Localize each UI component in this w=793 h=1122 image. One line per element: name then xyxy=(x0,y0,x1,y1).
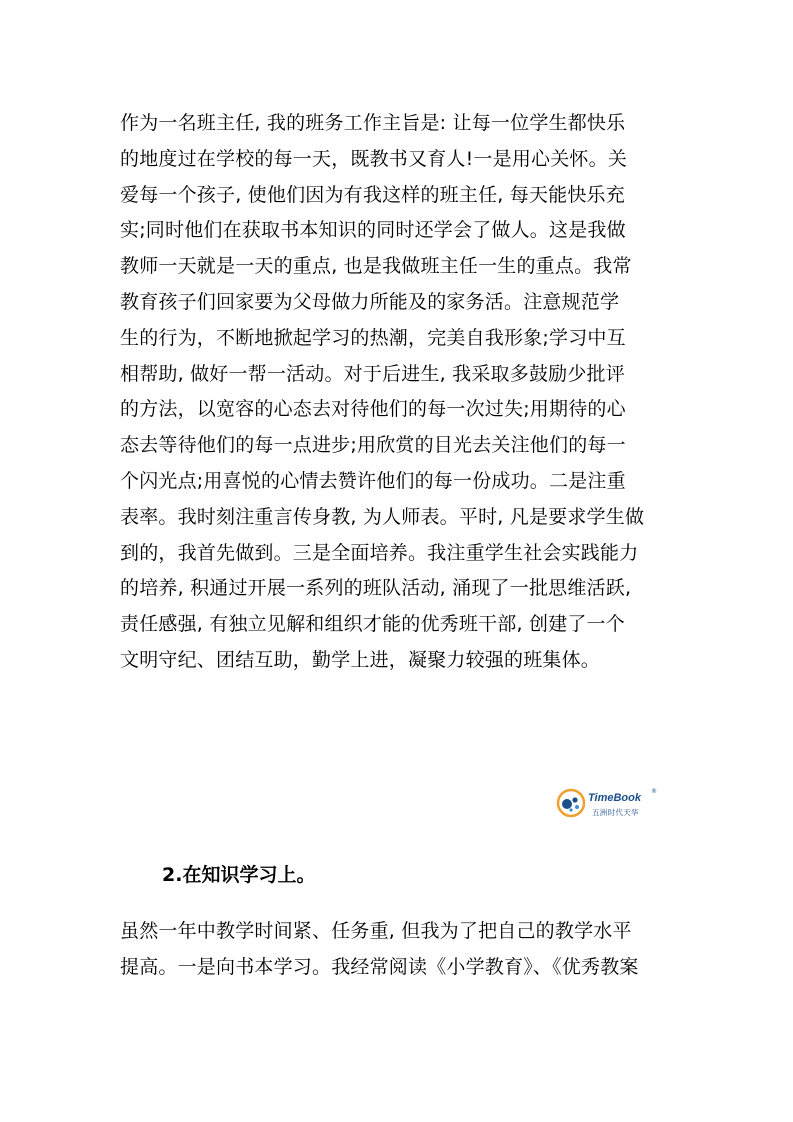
section-heading: 2.在知识学习上。 xyxy=(162,864,316,886)
text-line: 相帮助, 做好一帮一活动。对于后进生, 我采取多鼓励少批评 xyxy=(120,362,625,385)
text-line: 的地度过在学校的每一天，既教书又育人!一是用心关怀。关 xyxy=(120,147,628,170)
text-line: 态去等待他们的每一点进步;用欣赏的目光去关注他们的每一 xyxy=(120,434,626,457)
text-line: 的培养, 积通过开展一系列的班队活动, 涌现了一批思维活跃, xyxy=(120,577,632,600)
text-line: 教育孩子们回家要为父母做力所能及的家务活。注意规范学 xyxy=(120,290,620,313)
paragraph-knowledge-study xyxy=(120,914,680,986)
timebook-logo-icon xyxy=(556,788,586,818)
text-line: 到的，我首先做到。三是全面培养。我注重学生社会实践能力 xyxy=(120,541,639,564)
text-line: 教师一天就是一天的重点, 也是我做班主任一生的重点。我常 xyxy=(120,255,632,278)
text-line: 责任感强, 有独立见解和组织才能的优秀班干部, 创建了一个 xyxy=(120,613,625,636)
text-line: 个闪光点;用喜悦的心情去赞许他们的每一份成功。二是注重 xyxy=(120,469,626,492)
text-line: 作为一名班主任, 我的班务工作主旨是: 让每一位学生都快乐 xyxy=(120,112,626,134)
text-line: 提高。一是向书本学习。我经常阅读《小学教育》、《优秀教案 xyxy=(120,955,639,978)
text-line: 实;同时他们在获取书本知识的同时还学会了做人。这是我做 xyxy=(120,219,626,242)
text-line: 的方法，以宽容的心态去对待他们的每一次过失;用期待的心 xyxy=(120,398,626,421)
text-line: 表率。我时刻注重言传身教, 为人师表。平时, 凡是要求学生做 xyxy=(120,505,645,528)
logo-title: TimeBook xyxy=(588,792,641,804)
text-line: 爱每一个孩子, 使他们因为有我这样的班主任, 每天能快乐充 xyxy=(120,183,625,206)
text-line: 生的行为，不断地掀起学习的热潮，完美自我形象;学习中互 xyxy=(120,326,626,349)
paragraph-class-management xyxy=(120,106,680,679)
timebook-logo xyxy=(556,786,660,824)
text-line: 文明守纪、团结互助，勤学上进，凝聚力较强的班集体。 xyxy=(120,648,601,671)
registered-mark: ® xyxy=(651,788,657,795)
logo-subtitle: 五洲时代天华 xyxy=(592,808,639,817)
text-line: 虽然一年中教学时间紧、任务重, 但我为了把自己的教学水平 xyxy=(120,920,632,942)
